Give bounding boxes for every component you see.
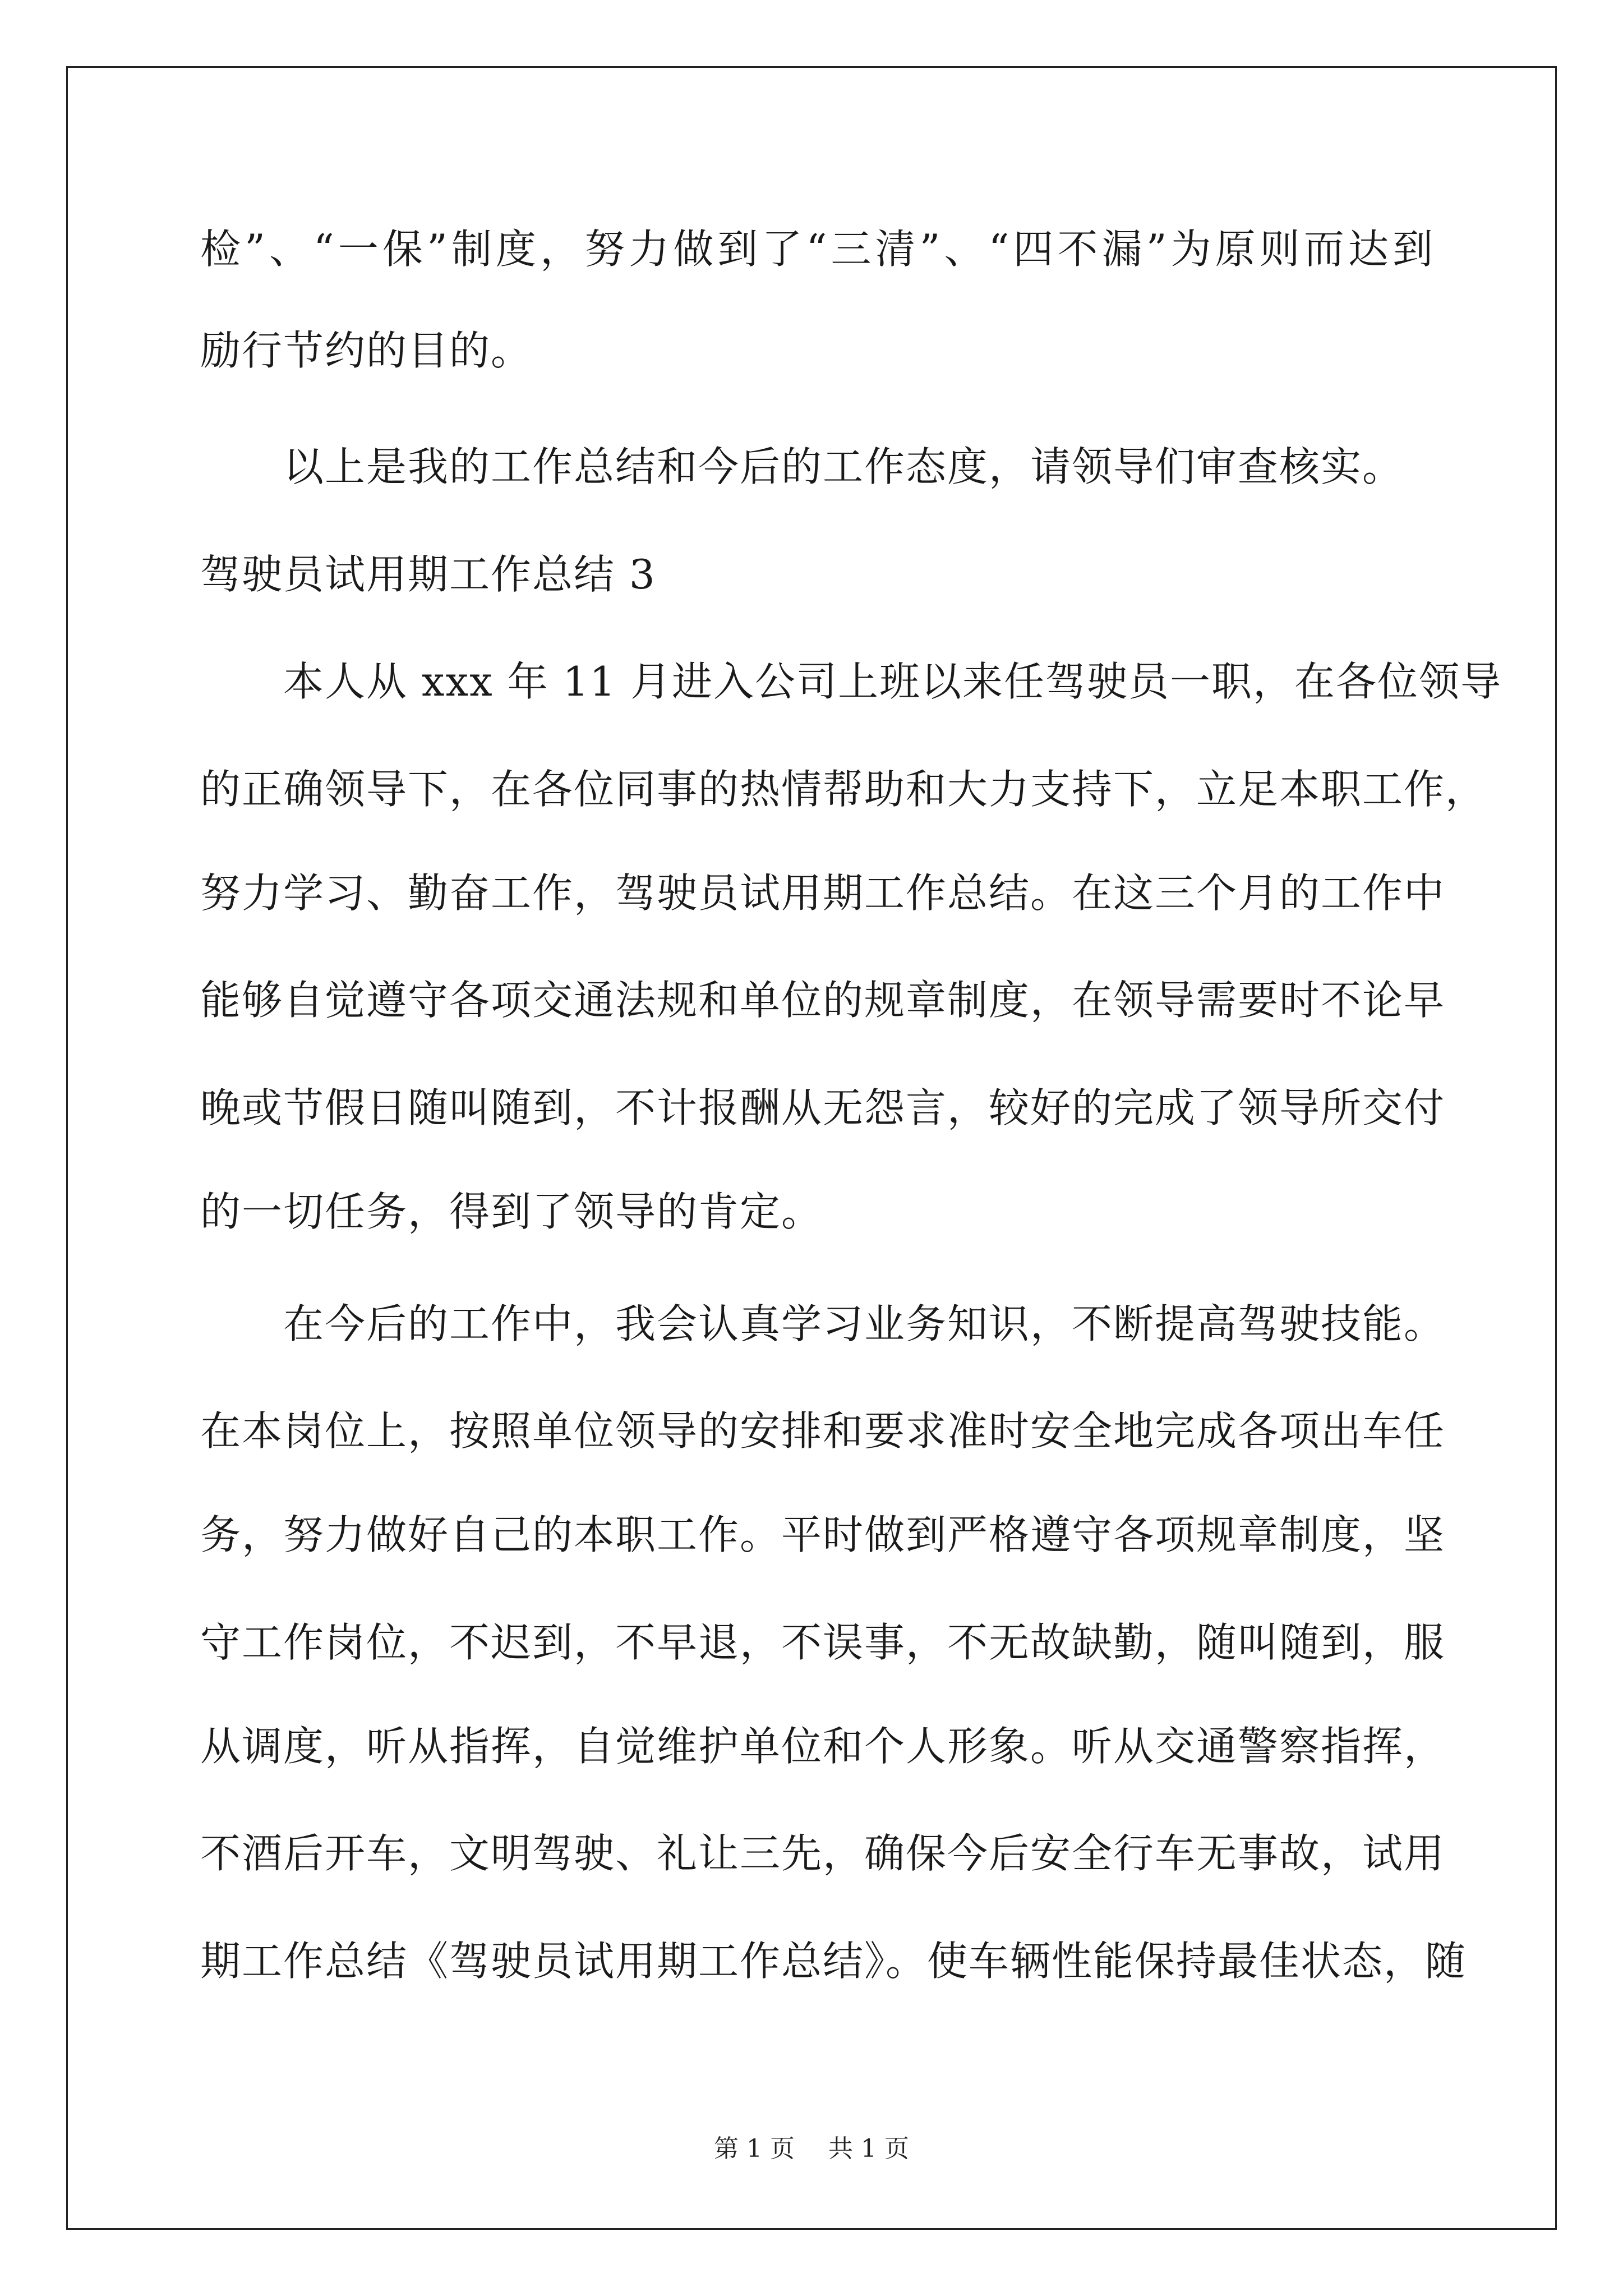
text-line: 守工作岗位，不迟到，不早退，不误事，不无故缺勤，随叫随到，服 bbox=[200, 1619, 1446, 1666]
page-number: 第 1 页 bbox=[714, 2134, 795, 2163]
page-footer bbox=[0, 2133, 1623, 2165]
text-line: 期工作总结《驾驶员试用期工作总结》。使车辆性能保持最佳状态，随 bbox=[200, 1938, 1467, 1985]
text-line: 务，努力做好自己的本职工作。平时做到严格遵守各项规章制度，坚 bbox=[200, 1511, 1446, 1558]
text-line: 不酒后开车，文明驾驶、礼让三先，确保今后安全行车无事故，试用 bbox=[200, 1830, 1446, 1877]
text-line: 在本岗位上，按照单位领导的安排和要求准时安全地完成各项出车任 bbox=[200, 1407, 1446, 1455]
page-border bbox=[66, 66, 1557, 2230]
text-line: 从调度，听从指挥，自觉维护单位和个人形象。听从交通警察指挥， bbox=[200, 1723, 1446, 1770]
text-line: 励行节约的目的。 bbox=[200, 327, 533, 374]
text-line: 以上是我的工作总结和今后的工作态度，请领导们审查核实。 bbox=[283, 443, 1404, 490]
text-line: 本人从 xxx 年 11 月进入公司上班以来任驾驶员一职，在各位领导 bbox=[283, 658, 1502, 705]
text-line: 的正确领导下，在各位同事的热情帮助和大力支持下，立足本职工作， bbox=[200, 766, 1487, 813]
section-heading: 驾驶员试用期工作总结 3 bbox=[200, 551, 656, 598]
text-line: 努力学习、勤奋工作，驾驶员试用期工作总结。在这三个月的工作中 bbox=[200, 869, 1446, 917]
text-line: 能够自觉遵守各项交通法规和单位的规章制度，在领导需要时不论早 bbox=[200, 977, 1446, 1024]
text-line: 晚或节假日随叫随到，不计报酬从无怨言，较好的完成了领导所交付 bbox=[200, 1084, 1446, 1131]
text-line: 在今后的工作中，我会认真学习业务知识，不断提高驾驶技能。 bbox=[283, 1300, 1446, 1347]
text-line: 检”、“一保”制度，努力做到了“三清”、“四不漏”为原则而达到 bbox=[200, 226, 1434, 273]
page-total: 共 1 页 bbox=[828, 2134, 909, 2163]
text-line: 的一切任务，得到了领导的肯定。 bbox=[200, 1188, 823, 1235]
